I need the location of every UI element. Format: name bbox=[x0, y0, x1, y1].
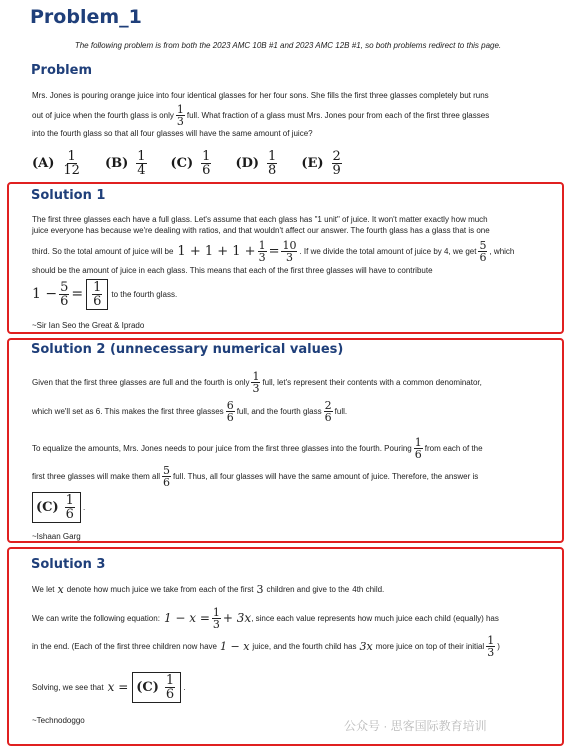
fraction-ten-thirds: $\frac{10}{3}$ bbox=[282, 238, 297, 264]
choice-d: (D) $\frac{1}{8}$ bbox=[235, 148, 277, 178]
fraction-two-sixths: $\frac{2}{6}$ bbox=[324, 398, 332, 424]
solution-text: 4th child. bbox=[352, 584, 385, 594]
solution-2-author: ~Ishaan Garg bbox=[32, 532, 81, 541]
solution-text: ) bbox=[497, 641, 500, 651]
problem-heading: Problem bbox=[31, 63, 92, 78]
solution-text: denote how much juice we take from each of the first bbox=[66, 584, 254, 594]
solution-1-line-5 bbox=[32, 276, 177, 312]
solution-text: full, and the fourth glass bbox=[236, 406, 322, 416]
boxed-answer: $\frac{1}{6}$ bbox=[86, 279, 108, 310]
problem-line-2 bbox=[32, 101, 489, 129]
solution-1-line-1: The first three glasses each have a full glass. Let's assume that each glass has "1 unit" of juice. It won't matter exactly how much bbox=[32, 215, 488, 224]
solution-text: children and give to the bbox=[266, 584, 350, 594]
solution-text: full, let's represent their contents with a common denominator, bbox=[262, 377, 482, 387]
problem-text: full. What fraction of a glass must Mrs. Jones pour from each of the first three glasses bbox=[186, 110, 490, 120]
solution-3-line-3 bbox=[32, 631, 500, 661]
solution-text: to the fourth glass. bbox=[111, 289, 178, 299]
period: . bbox=[82, 502, 86, 512]
math-sum: 1 + 1 + 1 + bbox=[177, 243, 256, 259]
math-three: 3 bbox=[256, 582, 264, 596]
solution-1-line-4: should be the amount of juice in each glass. This means that each of the first three glasses will have to contribute bbox=[32, 266, 433, 275]
answer-choices bbox=[32, 146, 366, 180]
choice-e: (E) $\frac{2}{9}$ bbox=[301, 148, 341, 178]
solution-1-line-3 bbox=[32, 236, 514, 266]
problem-line-3: into the fourth glass so that all four glasses will have the same amount of juice? bbox=[32, 129, 313, 138]
solution-text: , since each value represents how much juice each child (equally) has bbox=[251, 613, 499, 623]
solution-text: We can write the following equation: bbox=[32, 613, 160, 623]
boxed-answer: (C) $\frac{1}{6}$ bbox=[132, 672, 181, 703]
solution-2-heading: Solution 2 (unnecessary numerical values) bbox=[31, 342, 344, 357]
fraction-one-third: $\frac{1}{3}$ bbox=[487, 633, 495, 659]
solution-text: . If we divide the total amount of juice by 4, we get bbox=[299, 246, 477, 256]
solution-2-answer-line bbox=[32, 489, 85, 525]
solution-text: We let bbox=[32, 584, 55, 594]
solution-text: in the end. (Each of the first three children now have bbox=[32, 641, 217, 651]
fraction-one-third: $\frac{1}{3}$ bbox=[176, 102, 184, 128]
solution-2-line-4 bbox=[32, 461, 478, 491]
solution-3-line-1 bbox=[32, 582, 384, 596]
page-title: Problem_1 bbox=[30, 6, 142, 28]
redirect-note: The following problem is from both the 2023 AMC 10B #1 and 2023 AMC 12B #1, so both problems redirect to this page. bbox=[74, 41, 502, 50]
solution-2-line-3 bbox=[32, 433, 483, 463]
period: . bbox=[183, 682, 186, 692]
solution-1-line-2: juice everyone has because we're dealing with ratios, and that wouldn't affect our answer. The fourth glass has a glass that is one bbox=[32, 226, 490, 235]
math-one-minus: 1 − bbox=[32, 285, 58, 302]
solution-text: full. Thus, all four glasses will have the same amount of juice. Therefore, the answer is bbox=[173, 471, 479, 481]
choice-b: (B) $\frac{1}{4}$ bbox=[104, 148, 146, 178]
solution-text: full. bbox=[334, 406, 348, 416]
math-equation-left: 1 − x = bbox=[163, 610, 210, 625]
problem-text: out of juice when the fourth glass is only bbox=[32, 110, 174, 120]
solution-text: which we'll set as 6. This makes the first three glasses bbox=[32, 406, 224, 416]
solution-3-answer-line bbox=[32, 669, 185, 705]
problem-line-1: Mrs. Jones is pouring orange juice into four identical glasses for her four sons. She fills the first three glasses completely but runs bbox=[32, 91, 489, 100]
math-x: x bbox=[57, 582, 64, 596]
solution-text: from each of the bbox=[424, 443, 483, 453]
choice-a: (A) $\frac{1}{12}$ bbox=[32, 148, 80, 178]
solution-text: To equalize the amounts, Mrs. Jones needs to pour juice from the first three glasses into the fourth. Pouring bbox=[32, 443, 412, 453]
solution-1-author: ~Sir Ian Seo the Great & Iprado bbox=[32, 321, 145, 330]
fraction-six-sixths: $\frac{6}{6}$ bbox=[226, 398, 234, 424]
solution-text: first three glasses will make them all bbox=[32, 471, 161, 481]
solution-text: Solving, we see that bbox=[32, 682, 104, 692]
solution-text: , which bbox=[489, 246, 515, 256]
fraction-five-sixths: $\frac{5}{6}$ bbox=[60, 279, 69, 309]
wechat-watermark: 公众号 · 思客国际教育培训 bbox=[344, 719, 487, 733]
choice-c: (C) $\frac{1}{6}$ bbox=[170, 148, 211, 178]
solution-text: more juice on top of their initial bbox=[375, 641, 485, 651]
math-one-minus-x: 1 − x bbox=[220, 639, 250, 653]
fraction-five-sixths: $\frac{5}{6}$ bbox=[163, 463, 171, 489]
solution-2-line-1 bbox=[32, 367, 482, 397]
fraction-five-sixths: $\frac{5}{6}$ bbox=[479, 238, 487, 264]
fraction-one-sixth: $\frac{1}{6}$ bbox=[414, 435, 422, 461]
math-x-equals: x = bbox=[107, 679, 129, 694]
math-three-x: 3x bbox=[359, 639, 373, 653]
math-equals: = bbox=[268, 243, 280, 259]
solution-3-heading: Solution 3 bbox=[31, 557, 106, 572]
solution-2-line-2 bbox=[32, 395, 347, 427]
fraction-one-third: $\frac{1}{3}$ bbox=[212, 605, 220, 631]
fraction-one-third: $\frac{1}{3}$ bbox=[252, 369, 260, 395]
solution-text: juice, and the fourth child has bbox=[252, 641, 357, 651]
solution-text: third. So the total amount of juice will be bbox=[32, 246, 174, 256]
math-equation-right: + 3x bbox=[222, 610, 252, 625]
math-equals: = bbox=[71, 285, 84, 302]
solution-3-author: ~Technodoggo bbox=[32, 716, 85, 725]
solution-3-line-2 bbox=[32, 603, 499, 633]
boxed-answer: (C) $\frac{1}{6}$ bbox=[32, 492, 81, 523]
fraction-one-third: $\frac{1}{3}$ bbox=[258, 238, 266, 264]
solution-1-heading: Solution 1 bbox=[31, 188, 106, 203]
solution-text: Given that the first three glasses are full and the fourth is only bbox=[32, 377, 250, 387]
